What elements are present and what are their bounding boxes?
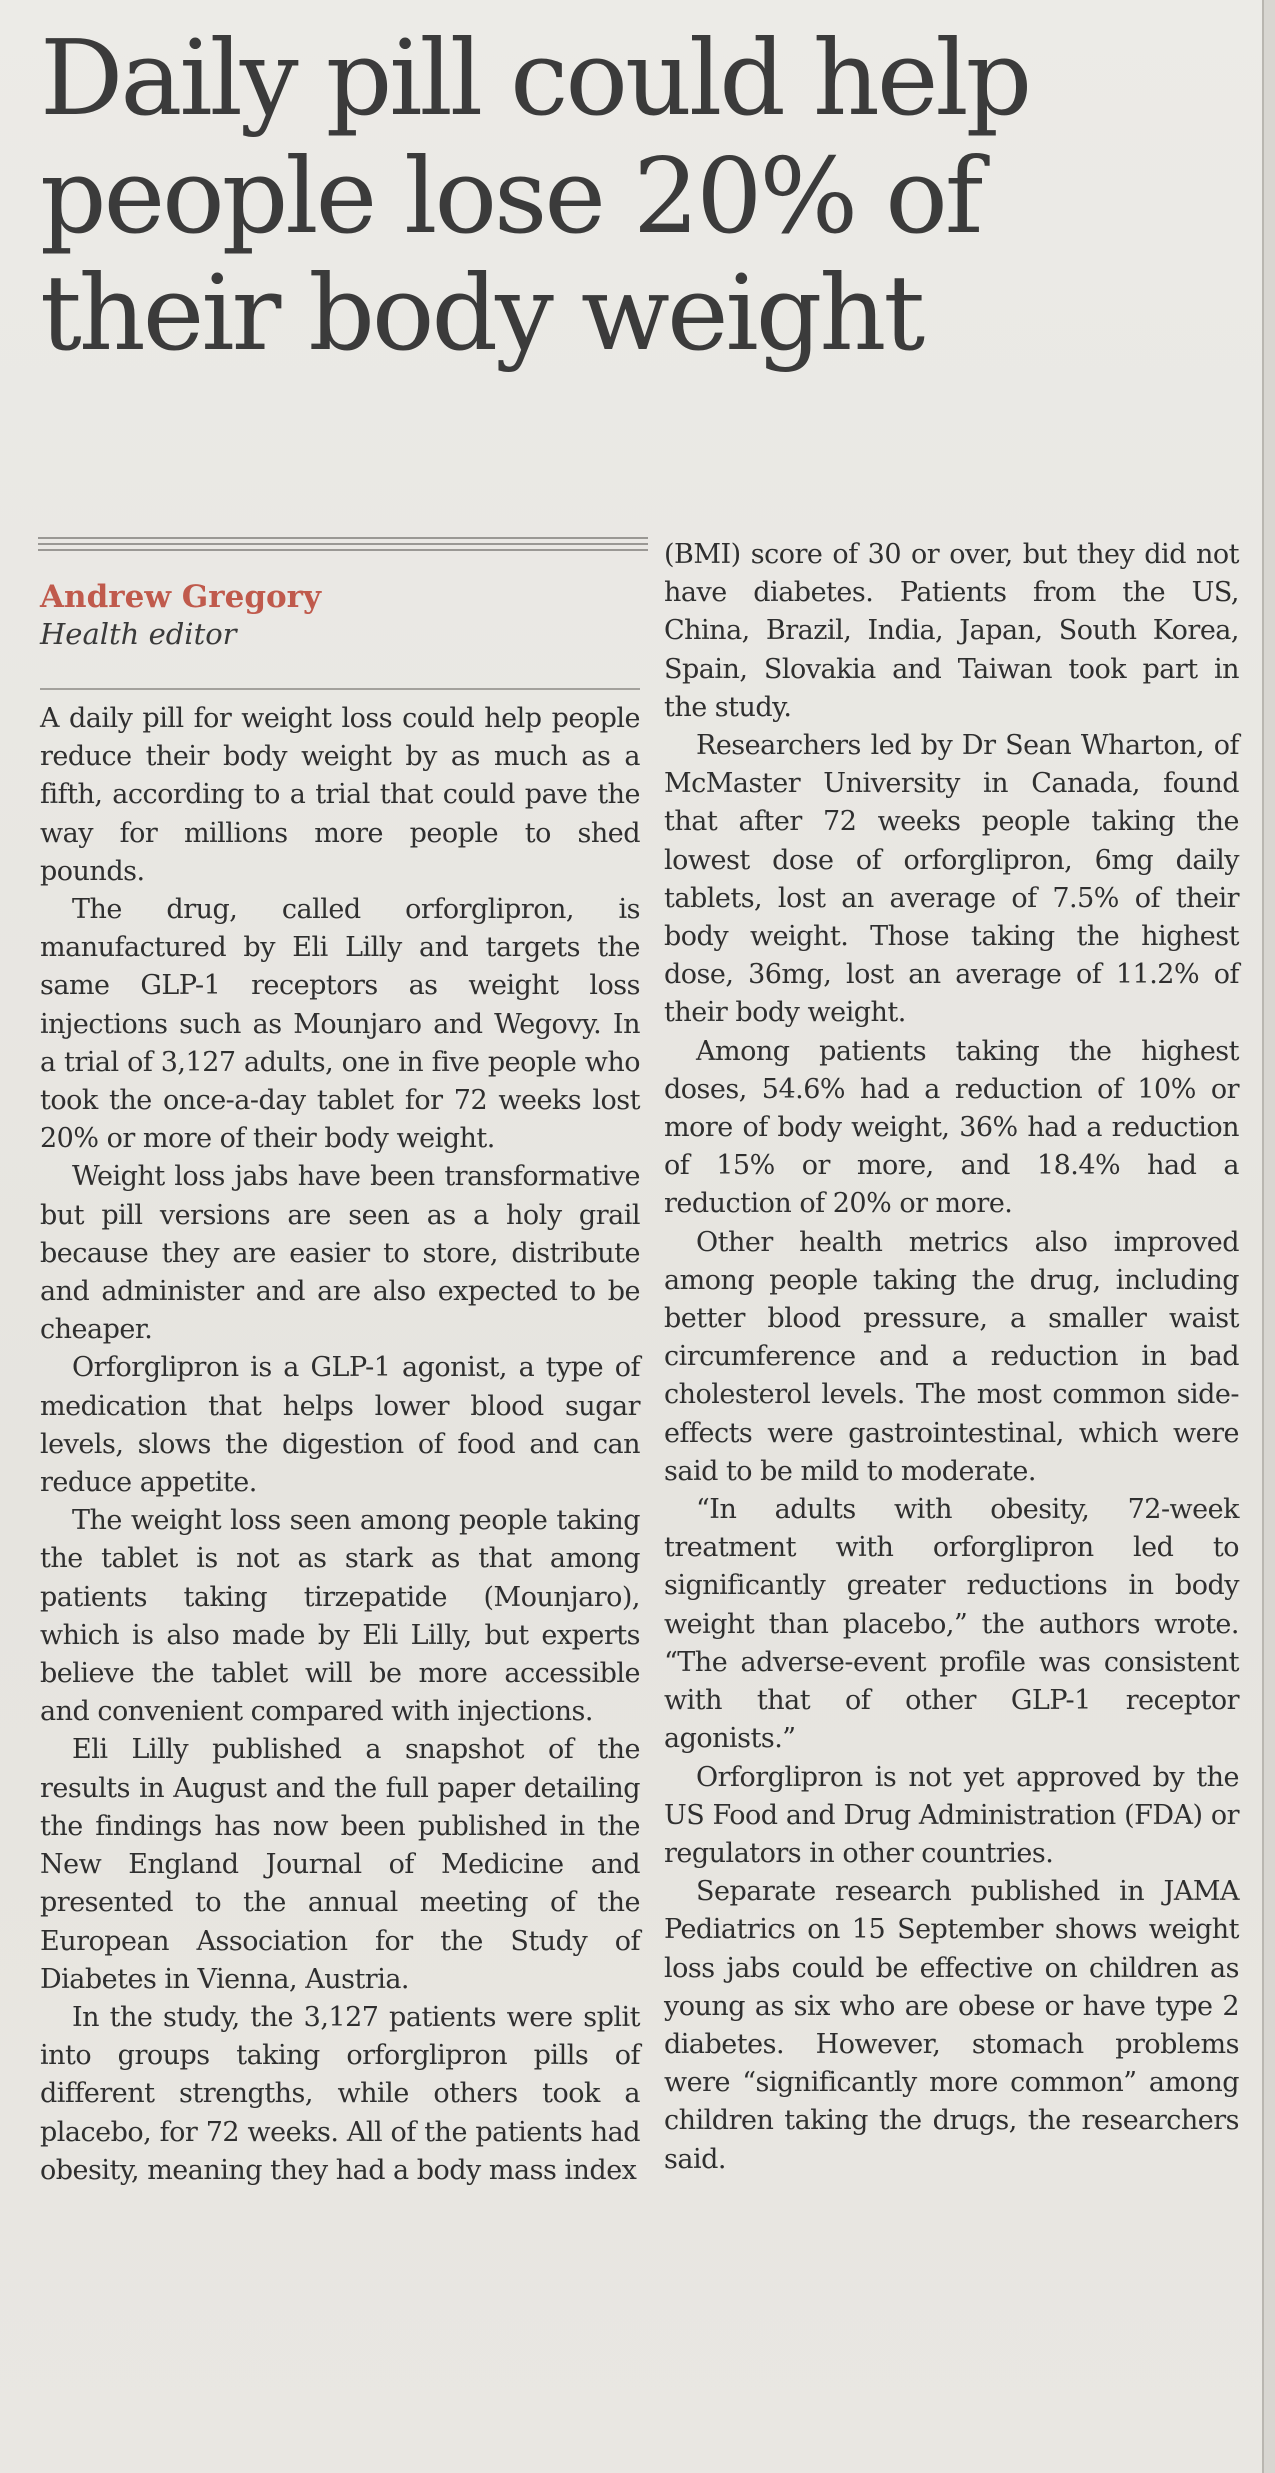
paragraph: Among patients taking the highest doses, 54.6% had a reduction of 10% or more of body weight, 36% had a reduction of 15% or more, and 18.4% had a reduction of 20% or more.: [664, 1035, 1239, 1220]
rule-line: [38, 549, 648, 551]
page-edge: [1262, 0, 1275, 2473]
article-column-left: [40, 700, 640, 2190]
paragraph: Orforglipron is a GLP-1 agonist, a type of medication that helps lower blood sugar levels, slows the digestion of food and can reduce appetite.: [40, 1352, 640, 1499]
article-column-right: [664, 536, 1239, 2179]
byline-rules: [38, 537, 648, 555]
paragraph: Separate research published in JAMA Pediatrics on 15 September shows weight loss jabs could be effective on children as young as six who are obese or have type 2 diabetes. However, stomach problems were “significantly more common” among children taking the drugs, the researchers said.: [664, 1876, 1239, 2175]
rule-line: [38, 543, 648, 545]
paragraph: Orforglipron is not yet approved by the US Food and Drug Administration (FDA) or regulators in other countries.: [664, 1761, 1239, 1869]
byline-author: Andrew Gregory: [40, 579, 322, 615]
paragraph-continued: (BMI) score of 30 or over, but they did not have diabetes. Patients from the US, China, Brazil, India, Japan, South Korea, Spain, Slovakia and Taiwan took part in the study.: [664, 539, 1239, 723]
paragraph: Eli Lilly published a snapshot of the results in August and the full paper detailing the findings has now been published in the New England Journal of Medicine and presented to the annual meeting of the European Association for the Study of Diabetes in Vienna, Austria.: [40, 1734, 640, 1995]
paragraph: Other health metrics also improved among people taking the drug, including better blood pressure, a smaller waist circumference and a reduction in bad cholesterol levels. The most common side-effects were gastrointestinal, which were said to be mild to moderate.: [664, 1226, 1239, 1487]
paragraph: The drug, called orforglipron, is manufactured by Eli Lilly and targets the same GLP-1 receptors as weight loss injections such as Mounjaro and Wegovy. In a trial of 3,127 adults, one in five people who took the once-a-day tablet for 72 weeks lost 20% or more of their body weight.: [40, 894, 640, 1155]
paragraph: “In adults with obesity, 72-week treatment with orforglipron led to significantly greater reductions in body weight than placebo,” the authors wrote. “The adverse-event profile was consistent with that of other GLP-1 receptor agonists.”: [664, 1494, 1239, 1755]
byline-divider: [40, 688, 640, 690]
paragraph: In the study, the 3,127 patients were split into groups taking orforglipron pills of different strengths, while others took a placebo, for 72 weeks. All of the patients had obesity, meaning they had a body mass index: [40, 2001, 640, 2186]
byline-role: Health editor: [40, 617, 237, 651]
headline: Daily pill could help people lose 20% of their body weight: [40, 17, 1030, 375]
rule-line: [38, 537, 648, 539]
paragraph: The weight loss seen among people taking the tablet is not as stark as that among patients taking tirzepatide (Mounjaro), which is also made by Eli Lilly, but experts believe the tablet will be more accessible and convenient compared with injections.: [40, 1505, 640, 1728]
paragraph: A daily pill for weight loss could help people reduce their body weight by as much as a fifth, according to a trial that could pave the way for millions more people to shed pounds.: [40, 703, 640, 887]
byline: [40, 578, 640, 652]
paragraph: Researchers led by Dr Sean Wharton, of McMaster University in Canada, found that after 72 weeks people taking the lowest dose of orforglipron, 6mg daily tablets, lost an average of 7.5% of their body weight. Those taking the highest dose, 36mg, lost an average of 11.2% of their body weight.: [664, 730, 1239, 1029]
paragraph: Weight loss jabs have been transformative but pill versions are seen as a holy grail because they are easier to store, distribute and administer and are also expected to be cheaper.: [40, 1161, 640, 1346]
